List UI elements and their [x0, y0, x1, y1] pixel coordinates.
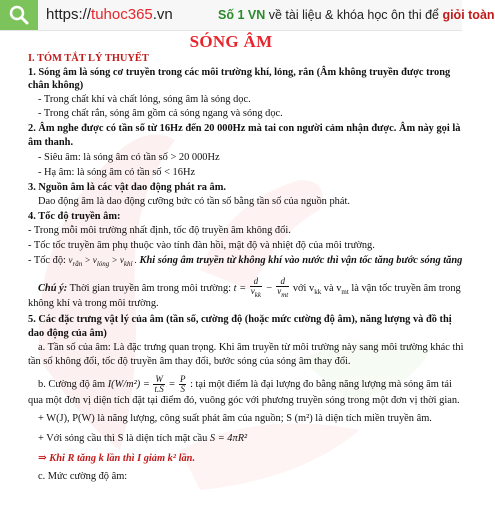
document-body	[0, 30, 462, 518]
paragraph-4d: - Tốc độ: $v_{rắn} > v_{lỏng} > v_{khí}$ . Khi sóng âm truyền từ không khí vào nước thì vận tốc tăng bước sóng tăng	[28, 255, 463, 268]
paragraph-4c: - Tốc tốc truyền âm phụ thuộc vào tính đàn hồi, mật độ và nhiệt độ của môi trường.	[28, 240, 375, 251]
paragraph-4b: - Trong mỗi môi trường nhất định, tốc độ truyền âm không đổi.	[28, 225, 291, 236]
paragraph-2d: - Hạ âm: là sóng âm có tần số < 16Hz	[38, 167, 196, 178]
paragraph-5f: qua một đơn vị diện tích đặt tại điểm đó, vuông góc với phương truyền sóng trong một đơn vị thời gian.	[28, 395, 460, 406]
paragraph-4a: 4. Tốc độ truyền âm:	[28, 211, 121, 222]
paragraph-5d: tần số không đổi, tốc độ truyền âm thay đổi, bước sóng của sóng âm thay đổi.	[28, 356, 351, 367]
paragraph-5e: b. Cường độ âm I(W/m²) = $\frac{W}{t.S}$ = $\frac{P}{S}$ : tại một điểm là đại lượng đo bằng năng lượng mà sóng âm tải	[38, 374, 452, 394]
note-line-b: không khí và trong môi trường.	[28, 298, 159, 309]
search-button[interactable]	[0, 0, 38, 30]
page-title: SÓNG ÂM	[189, 32, 273, 51]
paragraph-2a: 2. Âm nghe được có tần số từ 16Hz đến 20 000Hz mà tai con người cảm nhận được. Âm này gọi là	[28, 123, 461, 134]
site-header	[0, 0, 495, 31]
paragraph-3b: Dao động âm là dao động cưỡng bức có tần số bằng tần số của nguồn phát.	[38, 196, 350, 207]
site-tagline: Số 1 VN về tài liệu & khóa học ôn thi để giỏi toàn	[218, 8, 495, 22]
paragraph-1d: - Trong chất rắn, sóng âm gồm cả sóng ngang và sóng dọc.	[38, 108, 283, 119]
search-icon	[8, 4, 30, 26]
paragraph-5b: dao động của âm)	[28, 328, 107, 339]
intensity-formula: I(W/m²) = $\frac{W}{t.S}$ = $\frac{P}{S}$	[107, 374, 186, 394]
paragraph-2c: - Siêu âm: là sóng âm có tần số > 20 000Hz	[38, 152, 220, 163]
paragraph-1a: 1. Sóng âm là sóng cơ truyền trong các môi trường khí, lỏng, rắn (Âm không truyền được trong	[28, 67, 451, 78]
paragraph-3a: 3. Nguồn âm là các vật dao động phát ra âm.	[28, 182, 227, 193]
paragraph-5h: + Với sóng cầu thì S là diện tích mặt cầu S = 4πR²	[38, 433, 248, 444]
paragraph-5a: 5. Các đặc trưng vật lý của âm (tần số, cường độ (hoặc mức cường độ âm), năng lượng và đồ thị	[28, 314, 452, 325]
paragraph-5g: + W(J), P(W) là năng lượng, công suất phát âm của nguồn; S (m²) là diện tích miền truyền âm.	[38, 413, 432, 424]
time-formula: t = $\frac{d}{v_{kk}}$ − $\frac{d}{v_{mt}}$	[233, 276, 289, 299]
section-heading: I. TÓM TẮT LÝ THUYẾT	[28, 53, 149, 64]
paragraph-5j: c. Mức cường độ âm:	[38, 471, 128, 482]
site-url[interactable]: https://tuhoc365.vn	[46, 6, 173, 23]
paragraph-5c: a. Tần số của âm: Là đặc trưng quan trọng. Khi âm truyền từ môi trường này sang môi trường khác thì	[38, 342, 464, 353]
paragraph-2b: âm thanh.	[28, 137, 74, 148]
paragraph-1b: chân không)	[28, 80, 84, 91]
paragraph-5i: ⇒ Khi R tăng k lần thì I giảm k² lần.	[38, 453, 196, 464]
brand-name: tuhoc365	[91, 6, 153, 23]
paragraph-1c: - Trong chất khí và chất lỏng, sóng âm là sóng dọc.	[38, 94, 251, 105]
speed-inequality: $v_{rắn} > v_{lỏng} > v_{khí}$ .	[68, 255, 137, 268]
note-line: Chú ý: Thời gian truyền âm trong môi trường: t = $\frac{d}{v_{kk}}$ − $\frac{d}{v_{mt}}$ với $v_{kk}$ và $v_{mt}$ là vận tốc truyền âm trong	[38, 276, 461, 299]
